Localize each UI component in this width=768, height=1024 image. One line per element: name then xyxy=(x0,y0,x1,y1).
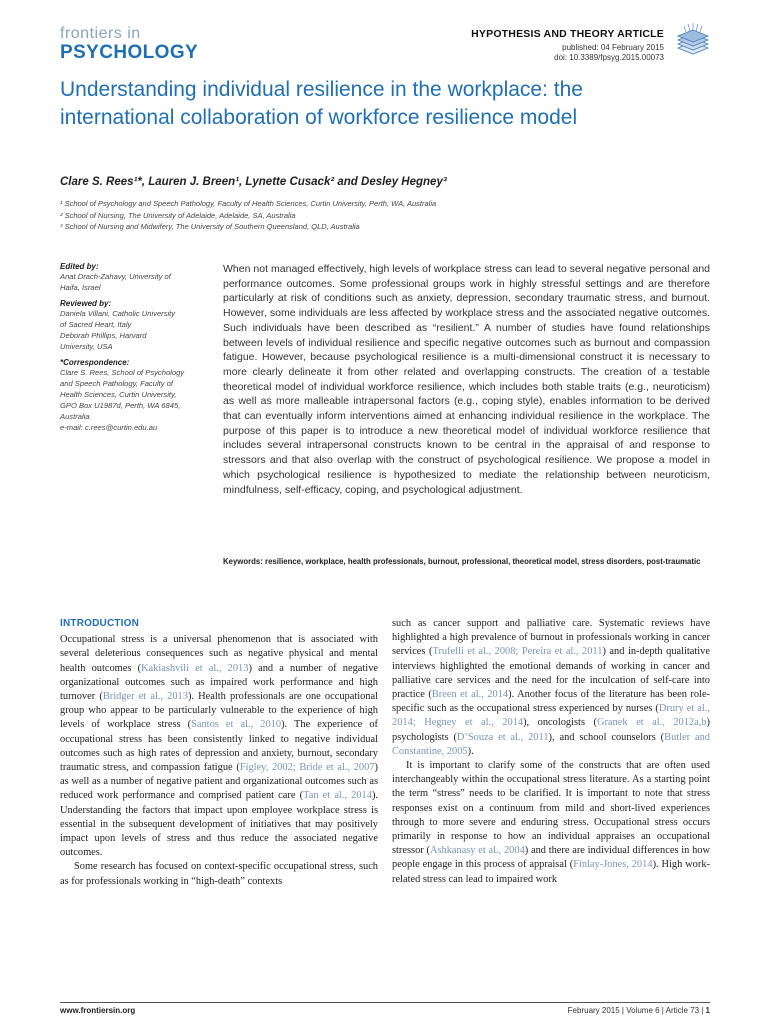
citation-link[interactable]: Ashkanasy et al., 2004 xyxy=(429,845,525,857)
keywords-text: resilience, workplace, health professionals, burnout, professional, theoretical model, stress disorders, post-traumatic xyxy=(265,557,701,566)
paragraph-text: ). The experience of occupational stress has been consistently linked to negative individual outcomes such as high rates of depression and anxiety, burnout, secondary traumatic stress, and compassion fatigue ( xyxy=(60,719,379,774)
footer-rule xyxy=(60,1002,710,1003)
article-type: HYPOTHESIS AND THEORY ARTICLE xyxy=(471,28,664,40)
editorial-sidebar xyxy=(60,262,200,433)
correspondence-line: and Speech Pathology, Faculty of xyxy=(60,379,173,388)
body-column-right xyxy=(392,617,710,887)
keywords xyxy=(223,556,710,568)
paragraph-text: ) psychologists ( xyxy=(392,717,710,743)
correspondence-label: *Correspondence: xyxy=(60,358,130,367)
paragraph-text: Occupational stress is a universal phenomenon that is associated with several deleterious consequences such as negative physical and mental health outcomes ( xyxy=(60,634,378,674)
paragraph-text: Some research has focused on context-specific occupational stress, such as for professionals working in “high-death” contexts xyxy=(60,861,378,887)
body-column-left xyxy=(60,617,378,889)
affiliation-1: ¹ School of Psychology and Speech Pathology, Faculty of Health Sciences, Curtin University, Perth, WA, Australia xyxy=(60,199,437,208)
paragraph-text: ). xyxy=(467,745,474,757)
article-title: Understanding individual resilience in the workplace: the international collaboration of workforce resilience model xyxy=(60,78,583,129)
logo-top-text: frontiers in xyxy=(60,25,141,42)
article-meta xyxy=(471,28,664,62)
paragraph-text: ). Health professionals are one occupational group who appear to be particularly vulnerable to the experience of high levels of workplace stress ( xyxy=(60,691,379,731)
paragraph-text: It is important to clarify some of the constructs that are often used interchangeably within the occupational stress literature. As a starting point the term “stress” needs to be clarified. It is important to note that stress responses exist on a continuum from mild and short-lived experiences through to more severe and enduring stress. Occupational stress occurs primarily in response to how an individual appraises an occupational stressor ( xyxy=(392,760,710,857)
affiliation-2: ² School of Nursing, The University of Adelaide, Adelaide, SA, Australia xyxy=(60,210,296,220)
citation-link[interactable]: Tan et al., 2014 xyxy=(303,790,372,802)
paragraph-text: ) and there are individual differences in how people engage in this process of appraisal ( xyxy=(392,845,710,871)
citation-link[interactable]: D’Souza et al., 2011 xyxy=(456,731,549,743)
correspondence-line: Australia xyxy=(60,412,90,421)
footer-website[interactable]: www.frontiersin.org xyxy=(60,1006,136,1015)
correspondence-line: GPO Box U1987d, Perth, WA 6845, xyxy=(60,401,181,410)
citation-link[interactable]: Santos et al., 2010 xyxy=(191,719,282,731)
paragraph-text: ) as well as a number of negative patient and organizational outcomes such as reduced work performance and comprised patient care ( xyxy=(60,762,378,802)
affiliations xyxy=(60,198,700,233)
reviewer-line: University, USA xyxy=(60,342,113,351)
citation-link[interactable]: Granek et al., 2012a,b xyxy=(596,717,707,729)
citation-link[interactable]: Figley, 2002; Bride et al., 2007 xyxy=(239,762,375,774)
paragraph-text: ), oncologists ( xyxy=(523,717,597,729)
abstract: When not managed effectively, high levels of workplace stress can lead to several negative personal and performance outcomes. Some professional groups work in highly stressful settings and are therefore particularly at risk of conditions such as anxiety, depression, secondary traumatic stress, and burnout. However, some individuals are less affected by workplace stress and the associated negative outcomes. Such individuals have been described as “resilient.” A number of studies have found relationships between levels of individual resilience and specific negative outcomes such as burnout and compassion fatigue. However, because psychological resilience is a multi-dimensional construct it is necessary to more clearly delineate it from other related and overlapping constructs. The creation of a testable theoretical model of individual workforce resilience, which includes both stable traits (e.g., neuroticism) as well as more malleable intrapersonal factors (e.g., coping style), enables information to be derived that can eventually inform interventions aimed at enhancing individual resilience in the workplace. The purpose of this paper is to introduce a new theoretical model of individual workforce resilience that includes several intrapersonal constructs known to be central in the appraisal of and response to stressors and that also overlap with the construct of psychological resilience. We propose a model in which psychological resilience is hypothesized to mediate the relationship between neuroticism, mindfulness, self-efficacy, coping, and psychological adjustment. xyxy=(223,263,710,496)
correspondence-line: Clare S. Rees, School of Psychology xyxy=(60,368,185,377)
stacked-layers-icon[interactable] xyxy=(676,22,710,56)
citation-link[interactable]: Butler and Constantine, 2005 xyxy=(392,731,710,757)
paragraph-text: ) and a number of negative organizational outcomes such as impaired work performance and high turnover ( xyxy=(60,662,379,703)
reviewed-by-label: Reviewed by: xyxy=(60,299,112,308)
citation-link[interactable]: Finlay-Jones, 2014 xyxy=(573,859,653,871)
reviewer-line: of Sacred Heart, Italy xyxy=(60,320,132,329)
affiliation-3: ³ School of Nursing and Midwifery, The University of Southern Queensland, QLD, Australia xyxy=(60,222,360,231)
editor-line: Anat Drach-Zahavy, University of xyxy=(60,272,171,281)
paragraph xyxy=(60,633,378,860)
citation-link[interactable]: Drury et al., 2014; Hegney et al., 2014 xyxy=(392,703,710,729)
page-number: 1 xyxy=(705,1006,710,1015)
correspondence-email[interactable]: e-mail: c.rees@curtin.edu.au xyxy=(60,423,158,432)
paragraph-text: ). High work-related stress can lead to impaired work xyxy=(392,859,710,885)
paragraph-text: ). Another focus of the literature has been role-specific such as the occupational stress experienced by nurses ( xyxy=(392,689,711,715)
published-date: published: 04 February 2015 xyxy=(562,43,664,52)
paragraph xyxy=(392,759,710,887)
paragraph-text: ). Understanding the factors that impact upon employee workplace stress is essential in the subsequent development of initiatives that may positively impact upon levels of stress and thus reduce the associated negative outcomes. xyxy=(60,790,379,859)
paragraph-text: ) and in-depth qualitative interviews highlighted the emotional demands of working in cancer and palliative care services and the need for the inculcation of self-care into practice ( xyxy=(392,646,710,701)
paragraph xyxy=(60,860,378,888)
citation-link[interactable]: Trufelli et al., 2008; Pereira et al., 2011 xyxy=(432,646,603,658)
paragraph-text: such as cancer support and palliative care. Systematic reviews have highlighted a high prevalence of burnout in professionals working in cancer services ( xyxy=(392,618,710,658)
reviewer-line: Deborah Phillips, Harvard xyxy=(60,331,147,340)
citation-link[interactable]: Kakiashvili et al., 2013 xyxy=(141,662,249,674)
keywords-label: Keywords: xyxy=(223,557,263,566)
citation-link[interactable]: Breen et al., 2014 xyxy=(431,689,509,701)
footer-issue: February 2015 | Volume 6 | Article 73 | xyxy=(567,1006,706,1015)
edited-by-label: Edited by: xyxy=(60,262,99,271)
section-heading-introduction: INTRODUCTION xyxy=(60,618,140,629)
paragraph xyxy=(392,617,710,759)
doi-link[interactable]: doi: 10.3389/fpsyg.2015.00073 xyxy=(554,53,664,62)
logo-bottom-text: PSYCHOLOGY xyxy=(60,42,199,63)
journal-logo[interactable] xyxy=(60,26,198,62)
author-list: Clare S. Rees¹*, Lauren J. Breen¹, Lynette Cusack² and Desley Hegney³ xyxy=(60,176,447,188)
citation-link[interactable]: Bridger et al., 2013 xyxy=(102,691,188,703)
reviewer-line: Daniela Villani, Catholic University xyxy=(60,309,176,318)
paragraph-text: ), and school counselors ( xyxy=(548,731,665,743)
correspondence-line: Health Sciences, Curtin University, xyxy=(60,390,177,399)
footer-issue-info xyxy=(568,1006,710,1015)
editor-line: Haifa, Israel xyxy=(60,283,101,292)
